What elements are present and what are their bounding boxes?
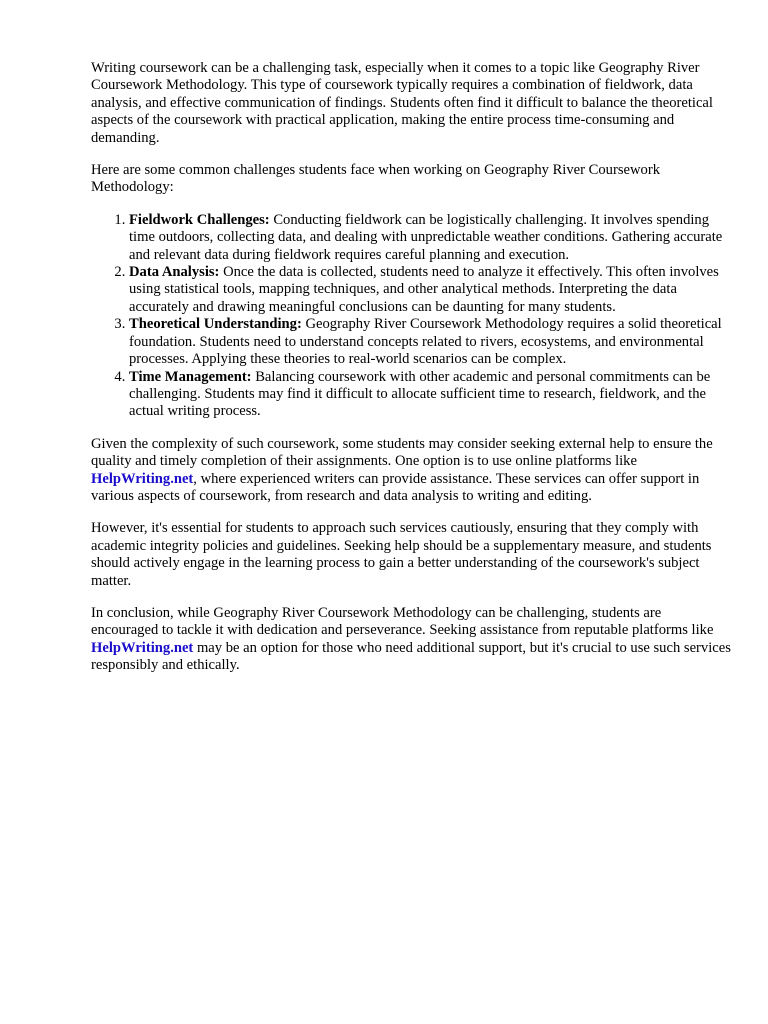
- conclusion-text-before: In conclusion, while Geography River Coursework Methodology can be challenging, students are encouraged to tackle it with dedication and perseverance. Seeking assistance from reputable platforms like: [91, 604, 714, 639]
- challenge-text: Geography River Coursework Methodology requires a solid theoretical foundation. Students need to understand concepts related to rivers, ecosystems, and environmental processes. Applying these theories to real-world scenarios can be complex.: [129, 316, 722, 368]
- caution-paragraph: However, it's essential for students to approach such services cautiously, ensuring that they comply with academic integrity policies and guidelines. Seeking help should be a supplementary measure, and students should actively engage in the learning process to gain a better understanding of the coursework's subject matter.: [91, 520, 712, 589]
- list-item: [129, 212, 731, 264]
- challenge-term: Fieldwork Challenges:: [129, 211, 270, 228]
- intro-paragraph: Writing coursework can be a challenging task, especially when it comes to a topic like Geography River Coursework Methodology. This type of coursework typically requires a combination of fieldwork, data analysis, and effective communication of findings. Students often find it difficult to balance the theoretical aspects of the coursework with practical application, making the entire process time-consuming and demanding.: [91, 60, 713, 146]
- list-item: [129, 369, 731, 421]
- conclusion-text-after: may be an option for those who need additional support, but it's crucial to use such services responsibly and ethically.: [91, 639, 731, 674]
- document-page: [91, 60, 731, 690]
- challenges-list: [91, 212, 731, 421]
- challenges-intro: Here are some common challenges students face when working on Geography River Coursework Methodology:: [91, 162, 660, 196]
- challenge-text: Once the data is collected, students need to analyze it effectively. This often involves using statistical tools, mapping techniques, and other analytical methods. Interpreting the data accurately and drawing meaningful conclusions can be daunting for many students.: [129, 264, 719, 315]
- list-item: [129, 264, 731, 316]
- challenge-text: Balancing coursework with other academic and personal commitments can be challenging. Students may find it difficult to allocate sufficient time to research, fieldwork, and the actual writing process.: [129, 368, 711, 420]
- challenge-term: Time Management:: [129, 368, 252, 385]
- help-paragraph: [91, 436, 731, 506]
- help-text-after: , where experienced writers can provide assistance. These services can offer support in various aspects of coursework, from research and data analysis to writing and editing.: [91, 470, 700, 504]
- list-item: [129, 316, 731, 368]
- helpwriting-link[interactable]: HelpWriting.net: [91, 470, 194, 487]
- helpwriting-link[interactable]: HelpWriting.net: [91, 639, 194, 656]
- challenge-term: Data Analysis:: [129, 264, 220, 281]
- conclusion-paragraph: [91, 605, 731, 675]
- challenge-text: Conducting fieldwork can be logistically challenging. It involves spending time outdoors, collecting data, and dealing with unpredictable weather conditions. Gathering accurate and relevant data during fieldwork requires careful planning and execution.: [129, 211, 723, 263]
- challenge-term: Theoretical Understanding:: [129, 316, 302, 333]
- help-text-before: Given the complexity of such coursework, some students may consider seeking external help to ensure the quality and timely completion of their assignments. One option is to use online platforms like: [91, 435, 713, 470]
